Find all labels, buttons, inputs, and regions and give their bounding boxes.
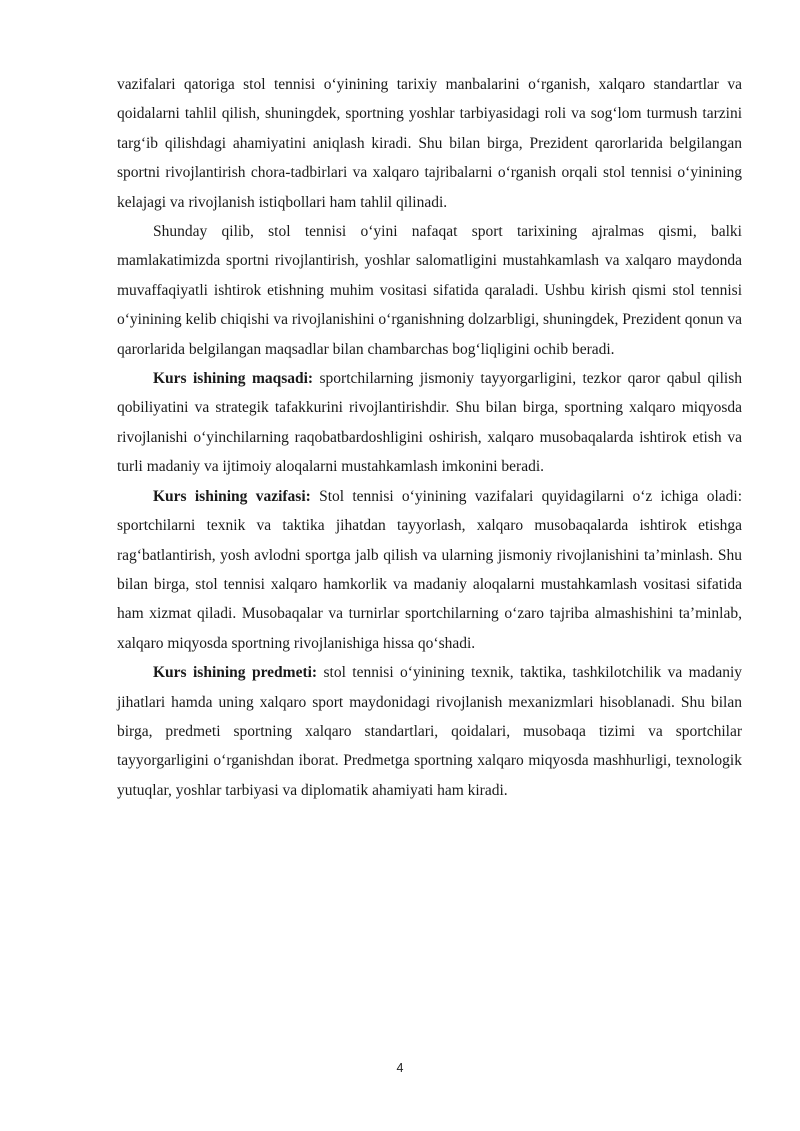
paragraph-text: stol tennisi o‘yinining texnik, taktika, tashkilotchilik va madaniy jihatlari hamda uning xalqaro sport maydonidagi rivojlanish mexanizmlari hisoblanadi. Shu bilan birga, predmeti sportning xalqaro standartlari, qoidalari, musobaqa tizimi va sportchilar tayyorgarligini o‘rganishdan iborat. Predmetga sportning xalqaro miqyosda mashhurligi, texnologik yutuqlar, yoshlar tarbiyasi va diplomatik ahamiyati ham kiradi.	[117, 664, 742, 799]
term-tasks: Kurs ishining vazifasi:	[153, 487, 311, 505]
term-goal: Kurs ishining maqsadi:	[153, 370, 314, 388]
paragraph-text: Stol tennisi o‘yinining vazifalari quyidagilarni o‘z ichiga oladi: sportchilarni texnik va taktika jihatdan tayyorlash, xalqaro musobaqalarda ishtirok etishga rag‘batlantirish, yosh avlodni sportga jalb qilish va ularning jismoniy rivojlanishini ta’minlash. Shu bilan birga, stol tennisi xalqaro hamkorlik va madaniy aloqalarni mustahkamlash vositasi sifatida ham xizmat qiladi. Musobaqalar va turnirlar sportchilarning o‘zaro tajriba almashishini ta’minlab, xalqaro miqyosda sportning rivojlanishiga hissa qo‘shadi.	[117, 487, 742, 652]
paragraph-text: vazifalari qatoriga stol tennisi o‘yinining tarixiy manbalarini o‘rganish, xalqaro standartlar va qoidalarni tahlil qilish, shuningdek, sportning yoshlar tarbiyasidagi roli va sog‘lom turmush tarzini targ‘ib qilishdagi ahamiyatini aniqlash kiradi. Shu bilan birga, Prezident qarorlarida belgilangan sportni rivojlantirish chora-tadbirlari va xalqaro tajribalarni o‘rganish orqali stol tennisi o‘yinining kelajagi va rivojlanish istiqbollari ham tahlil qilinadi.	[117, 76, 742, 211]
document-page	[117, 70, 742, 805]
page-number: 4	[396, 1061, 404, 1075]
term-subject: Kurs ishining predmeti:	[153, 664, 318, 682]
paragraph-tasks	[117, 482, 742, 658]
paragraph-text: Shunday qilib, stol tennisi o‘yini nafaqat sport tarixining ajralmas qismi, balki mamlakatimizda sportni rivojlantirish, yoshlar salomatligini mustahkamlash va xalqaro maydonda muvaffaqiyatli ishtirok etishning muhim vositasi sifatida qaraladi. Ushbu kirish qismi stol tennisi o‘yinining kelib chiqishi va rivojlanishini o‘rganishning dolzarbligi, shuningdek, Prezident qonun va qarorlarida belgilangan maqsadlar bilan chambarchas bog‘liqligini ochib beradi.	[117, 223, 742, 358]
paragraph-goal	[117, 364, 742, 482]
paragraph-conclusion	[117, 217, 742, 364]
paragraph-text: sportchilarning jismoniy tayyorgarligini, tezkor qaror qabul qilish qobiliyatini va strategik tafakkurini rivojlantirishdir. Shu bilan birga, sportning xalqaro miqyosda rivojlanishi o‘yinchilarning raqobatbardoshligini oshirish, xalqaro musobaqalarda ishtirok etish va turli madaniy va ijtimoiy aloqalarni mustahkamlash imkonini beradi.	[117, 370, 743, 476]
paragraph-continuation	[117, 70, 742, 217]
paragraph-subject	[117, 658, 742, 805]
